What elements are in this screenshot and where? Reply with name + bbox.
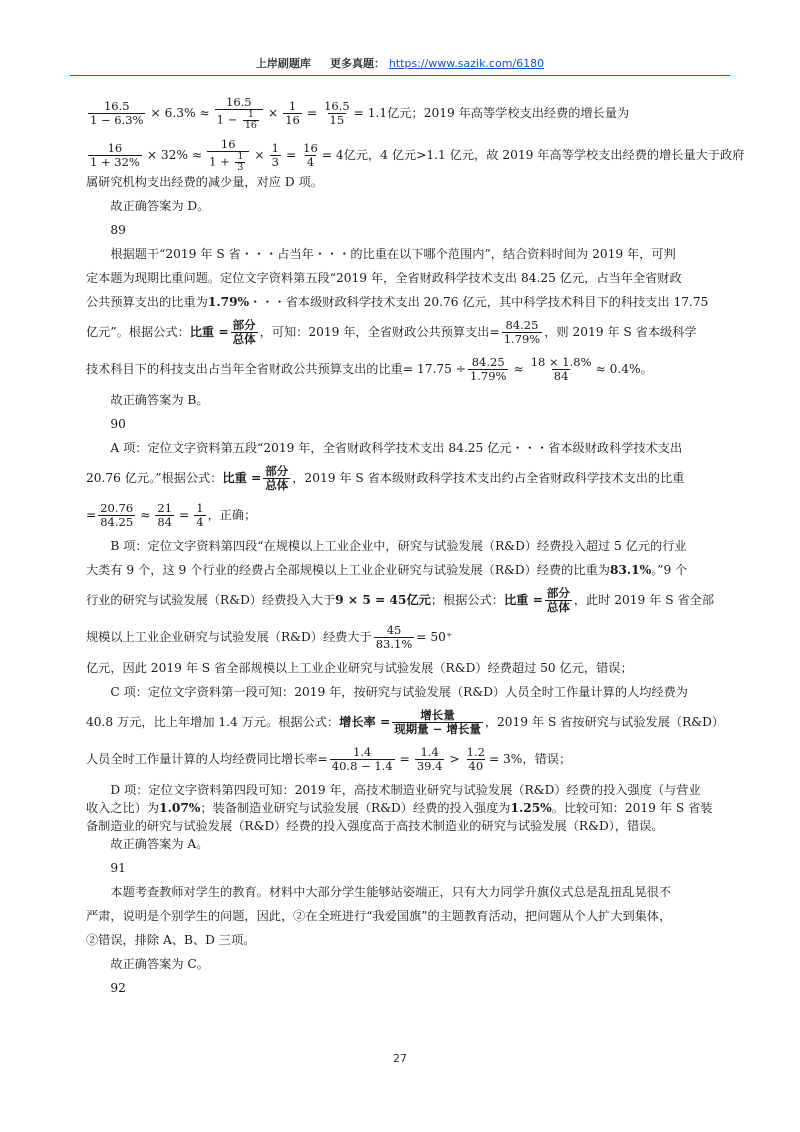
fraction: $\frac{\text{部分}}{\text{总体}}$	[265, 463, 289, 492]
paragraph: 公共预算支出的比重为1.79%・・・省本级财政科学技术支出 20.76 亿元，其中科学技术科目下的科技支出 17.75	[86, 295, 709, 309]
formula-line: = $\frac{20.76}{84.25}$ ≈ $\frac{21}{84}$ = $\frac{1}{4}$ ，正确；	[86, 500, 257, 529]
document-body	[86, 94, 745, 997]
fraction: $\frac{1}{3}$	[271, 140, 279, 169]
paragraph: 根据题干“2019 年 S 省・・・占当年・・・的比重在以下哪个范围内”，结合资料时间为 2019 年，可判	[110, 247, 676, 261]
formula-line: 技术科目下的科技支出占当年全省财政公共预算支出的比重= 17.75 ÷ $\frac{84.25}{1.79\%}$ ≈ $\frac{18 \times 1.8\%}{84}$ ≈ 0.4%。	[86, 354, 653, 383]
more-label: 更多真题：	[330, 57, 386, 70]
paragraph: C 项：定位文字资料第一段可知：2019 年，按研究与试验发展（R&D）人员全时工作量计算的人均经费为	[110, 685, 688, 699]
answer-line: 故正确答案为 B。	[110, 393, 209, 407]
header-rule	[70, 75, 730, 76]
formula-line-1	[86, 95, 742, 131]
question-number: 92	[110, 981, 126, 995]
fraction: 16 1 + $\frac{1}{3}$	[207, 138, 249, 173]
paragraph: 亿元，因此 2019 年 S 省全部规模以上工业企业研究与试验发展（R&D）经费超过 50 亿元，错误；	[86, 661, 633, 675]
answer-line: 故正确答案为 A。	[110, 837, 209, 851]
paragraph: D 项：定位文字资料第四段可知：2019 年，高技术制造业研究与试验发展（R&D）经费的投入强度（与营业	[110, 783, 701, 797]
text: × 32% ≈	[146, 148, 203, 162]
paragraph: 收入之比）为1.07%；装备制造业研究与试验发展（R&D）经费的投入强度为1.25%。比较可知：2019 年 S 省装	[86, 801, 713, 815]
fraction: 16.5 1 − $\frac{1}{16}$	[215, 96, 263, 131]
fraction: $\frac{20.76}{84.25}$	[100, 500, 134, 529]
formula-line: 20.76 亿元。”根据公式： 比重 = $\frac{\text{部分}}{\text{总体}}$ ，2019 年 S 省本级财政科学技术支出约占全省财政科学技术支出的比重	[86, 463, 685, 492]
formula-line: 行业的研究与试验发展（R&D）经费投入大于 9 × 5 = 45亿元 ；根据公式： 比重 = $\frac{\text{部分}}{\text{总体}}$ ，此时 2019 年 S 省全部	[86, 585, 715, 614]
fraction: $\frac{1.4}{39.4}$	[416, 744, 443, 773]
fraction: $\frac{1.4}{40.8 - 1.4}$	[331, 744, 393, 773]
fraction: $\frac{16}{4}$	[303, 140, 318, 169]
fraction: $\frac{16.5}{15}$	[324, 98, 350, 127]
text: ×	[267, 106, 279, 120]
text: = 4亿元，4 亿元>1.1 亿元，故 2019 年高等学校支出经费的增长量大于政府	[321, 148, 745, 162]
paragraph: ②错误，排除 A、B、D 三项。	[86, 933, 256, 947]
fraction: $\frac{45}{83.1\%}$	[375, 622, 413, 651]
fraction: $\frac{\text{部分}}{\text{总体}}$	[546, 585, 570, 614]
header-link[interactable]: https://www.sazik.com/6180	[388, 57, 545, 70]
formula-line: 亿元”。根据公式： 比重 = $\frac{\text{部分}}{\text{总体}}$ ，可知：2019 年，全省财政公共预算支出= $\frac{84.25}{1.79\%}$ ，则 2019 年 S 省本级科学	[86, 317, 697, 346]
fraction: $\frac{1}{4}$	[196, 500, 204, 529]
question-number: 91	[110, 861, 126, 875]
text: = 1.1亿元；2019 年高等学校支出经费的增长量为	[353, 106, 630, 120]
text: =	[306, 106, 318, 120]
page-header	[0, 0, 800, 80]
paragraph: 定本题为现期比重问题。定位文字资料第五段“2019 年，全省财政科学技术支出 84.25 亿元，占当年全省财政	[86, 271, 682, 285]
question-number: 90	[110, 417, 126, 431]
fraction: $\frac{1.2}{40}$	[466, 744, 485, 773]
formula-line: 40.8 万元，比上年增加 1.4 万元。根据公式： 增长率 = $\frac{\text{增长量}}{\text{现期量 − 增长量}}$ ，2019 年 S 省按研究与试验发展（R&D）	[86, 707, 725, 736]
paragraph: 备制造业的研究与试验发展（R&D）经费的投入强度高于高技术制造业的研究与试验发展（R&D），错误。	[86, 819, 664, 833]
fraction: $\frac{16}{1 + 32\%}$	[90, 140, 140, 169]
answer-line: 故正确答案为 D。	[110, 199, 210, 213]
paragraph: 大类有 9 个，这 9 个行业的经费占全部规模以上工业企业研究与试验发展（R&D）经费的比重为83.1%。”9 个	[86, 563, 688, 577]
fraction: $\frac{\text{增长量}}{\text{现期量 − 增长量}}$	[394, 707, 481, 736]
fraction: $\frac{21}{84}$	[157, 500, 173, 529]
paragraph: A 项：定位文字资料第五段“2019 年，全省财政科学技术支出 84.25 亿元・・・省本级财政科学技术支出	[110, 441, 683, 455]
formula-line-2	[86, 136, 745, 173]
site-name: 上岸刷题库	[255, 57, 311, 70]
page-number: 27	[393, 1052, 407, 1065]
paragraph: 严肃，说明是个别学生的问题，因此，②在全班进行“我爱国旗”的主题教育活动，把问题从个人扩大到集体，	[86, 909, 672, 923]
fraction: $\frac{84.25}{1.79\%}$	[503, 317, 541, 346]
fraction: $\frac{18 \times 1.8\%}{84}$	[530, 354, 592, 383]
text: × 6.3% ≈	[150, 106, 210, 120]
formula-line: 规模以上工业企业研究与试验发展（R&D）经费大于 $\frac{45}{83.1\%}$ = 50⁺	[86, 622, 453, 651]
fraction: $\frac{1}{16}$	[285, 98, 300, 127]
answer-line: 故正确答案为 C。	[110, 957, 209, 971]
text: ×	[254, 148, 265, 162]
fraction: $\frac{84.25}{1.79\%}$	[469, 354, 507, 383]
question-number: 89	[110, 223, 126, 237]
fraction: $\frac{\text{部分}}{\text{总体}}$	[232, 317, 256, 346]
header-text	[0, 55, 800, 71]
paragraph: 本题考查教师对学生的教育。材料中大部分学生能够站姿端正，只有大力同学升旗仪式总是乱扭乱晃很不	[110, 885, 672, 899]
paragraph: B 项：定位文字资料第四段“在规模以上工业企业中，研究与试验发展（R&D）经费投入超过 5 亿元的行业	[110, 539, 687, 553]
text: =	[285, 148, 297, 162]
formula-line: 人员全时工作量计算的人均经费同比增长率= $\frac{1.4}{40.8 - 1.4}$ = $\frac{1.4}{39.4}$ > $\frac{1.2}{40}$ = 3%，错误；	[86, 744, 572, 773]
paragraph: 属研究机构支出经费的减少量，对应 D 项。	[86, 175, 323, 189]
fraction: $\frac{16.5}{1 - 6.3\%}$	[90, 98, 144, 127]
